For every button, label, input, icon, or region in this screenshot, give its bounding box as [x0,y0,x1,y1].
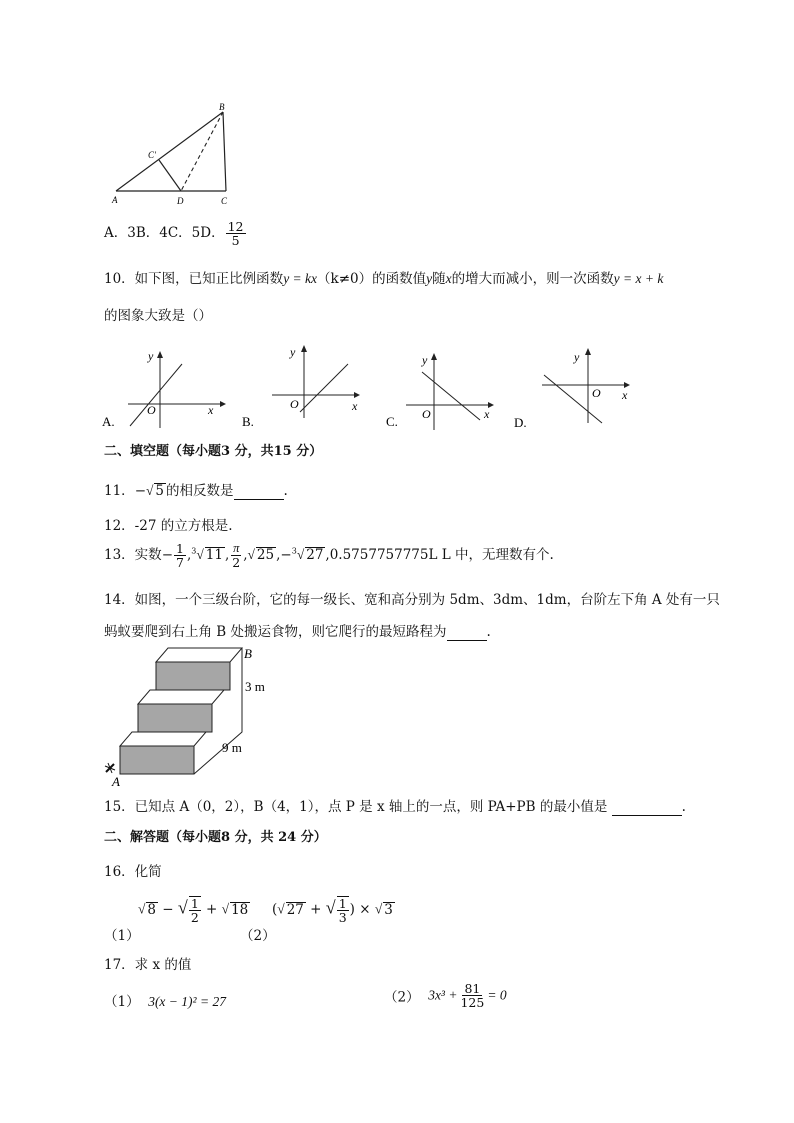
svg-text:y: y [422,353,428,367]
label-d: D [177,196,184,206]
label-3m: 3 m [245,679,265,694]
svg-text:O: O [592,386,601,400]
svg-text:O: O [422,407,431,421]
q14-line2: 蚂蚁要爬到右上角 B 处搬运食物，则它爬行的最短路程为 . [104,624,491,640]
q9-options-text: A．3B．4C．5D． [104,225,225,242]
triangle-figure [108,100,243,206]
graph-c [384,350,504,432]
label-c-prime: C′ [148,150,156,160]
q14-answer-blank [447,624,487,641]
graph-d-label: D. [514,415,527,430]
q13: 13．实数− $\frac{1}{7}$ ,$^3$√ 11 , $\frac{\pi}{2}$ ,√ 25 ,−$^3$√ 27 ,0.5757757775L L 中，无理数有个. [104,541,554,571]
svg-text:x: x [352,399,358,413]
section-solve-title: 二、解答题（每小题8 分，共 24 分） [104,830,327,845]
label-c: C [221,196,228,206]
graph-b-label: B. [242,414,254,429]
q14-line1: 14．如图，一个三级台阶，它的每一级长、宽和高分别为 5dm、3dm、1dm，台阶左下角 A 处有一只 [104,592,720,608]
q11-answer-blank [234,483,284,500]
q10-line2: 的图象大致是（） [104,308,212,324]
section-fill-blank-title: 二、填空题（每小题3 分，共15 分） [104,444,323,459]
svg-text:y: y [290,345,296,359]
q17-part1: （1） 3(x − 1)² = 27 [104,994,226,1010]
q16-part2-expr: (√ 27 + √ $\frac{1}{3}$ ) × √ 3 [272,896,393,926]
q16-part2-label: （2） [240,928,276,944]
graph-c-label: C. [386,414,398,429]
q17-part2: （2） 3x³ + $\frac{81}{125}$ = 0 [384,981,507,1011]
svg-text:x: x [484,407,490,421]
q15-answer-blank [612,799,682,816]
q9-option-d-fraction: $\frac{12}{5}$ [227,219,244,249]
q16-part1-label: （1） [104,928,140,944]
q15: 15．已知点 A（0，2），B（4，1），点 P 是 x 轴上的一点，则 PA+PB 的最小值是 . [104,799,686,815]
label-a: A [112,195,118,205]
label-a: A [112,774,120,789]
q11: 11．−√ 5 的相反数是 . [104,483,288,499]
label-9m: 9 m [222,740,242,755]
svg-text:x: x [208,403,214,417]
svg-text:O: O [147,403,156,417]
label-b: B [244,646,252,661]
graph-b [240,342,370,430]
q9-options [104,220,247,247]
ant-icon [105,763,115,773]
q16-title: 16．化简 [104,864,162,880]
graph-a-label: A. [102,414,115,429]
svg-text:O: O [290,397,299,411]
q10-line1: 10．如下图，已知正比例函数y = kx（k≠0）的函数值y随x的增大而减小，则一次函数y = x + k [104,271,664,287]
label-b: B [219,102,225,112]
q17-title: 17．求 x 的值 [104,957,192,973]
svg-text:y: y [148,349,154,363]
svg-text:x: x [622,388,628,402]
q16-part1-expr: √ 8 − √ $\frac{1}{2}$ + √ 18 [138,896,249,926]
svg-text:y: y [574,350,580,364]
graph-a [102,348,232,430]
staircase-figure [100,640,280,790]
graph-d [512,345,642,430]
q12: 12．-27 的立方根是. [104,518,233,534]
